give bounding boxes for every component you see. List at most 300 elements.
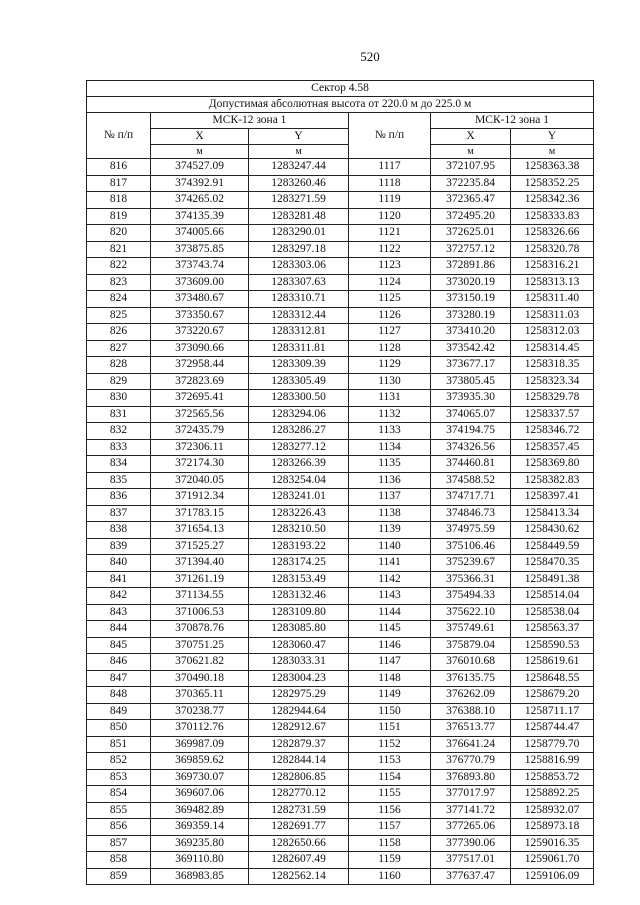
- y-coord-left: 1283286.27: [249, 423, 349, 440]
- y-coord-right: 1258892.25: [511, 786, 594, 803]
- point-index-right: 1128: [349, 340, 431, 357]
- x-coord-right: 372365.47: [431, 192, 511, 209]
- x-coord-right: 372107.95: [431, 159, 511, 176]
- x-unit-right: м: [431, 145, 511, 159]
- point-index-right: 1130: [349, 373, 431, 390]
- x-coord-right: 375622.10: [431, 604, 511, 621]
- point-index-left: 833: [87, 439, 151, 456]
- y-coord-right: 1258491.38: [511, 571, 594, 588]
- y-coord-left: 1283060.47: [249, 637, 349, 654]
- x-header-left: X: [151, 129, 249, 145]
- point-index-right: 1132: [349, 406, 431, 423]
- y-coord-right: 1258333.83: [511, 208, 594, 225]
- y-coord-right: 1258323.34: [511, 373, 594, 390]
- x-coord-left: 371912.34: [151, 489, 249, 506]
- table-row: [87, 555, 594, 572]
- y-coord-right: 1258816.99: [511, 753, 594, 770]
- y-coord-right: 1258563.37: [511, 621, 594, 638]
- y-coord-right: 1258779.70: [511, 736, 594, 753]
- point-index-right: 1122: [349, 241, 431, 258]
- x-coord-left: 374135.39: [151, 208, 249, 225]
- point-index-left: 851: [87, 736, 151, 753]
- y-coord-left: 1283254.04: [249, 472, 349, 489]
- table-row: [87, 274, 594, 291]
- point-index-left: 858: [87, 852, 151, 869]
- point-index-right: 1143: [349, 588, 431, 605]
- point-index-left: 828: [87, 357, 151, 374]
- x-coord-right: 377390.06: [431, 835, 511, 852]
- y-coord-right: 1258342.36: [511, 192, 594, 209]
- x-coord-left: 369235.80: [151, 835, 249, 852]
- x-coord-right: 372891.86: [431, 258, 511, 275]
- table-row: [87, 291, 594, 308]
- point-index-left: 826: [87, 324, 151, 341]
- x-coord-right: 373805.45: [431, 373, 511, 390]
- y-coord-right: 1258357.45: [511, 439, 594, 456]
- point-index-right: 1159: [349, 852, 431, 869]
- x-coord-right: 376513.77: [431, 720, 511, 737]
- y-coord-left: 1282650.66: [249, 835, 349, 852]
- y-coord-right: 1258711.17: [511, 703, 594, 720]
- y-coord-right: 1258316.21: [511, 258, 594, 275]
- y-coord-left: 1283307.63: [249, 274, 349, 291]
- x-coord-left: 370112.76: [151, 720, 249, 737]
- y-coord-right: 1259106.09: [511, 868, 594, 885]
- table-row: [87, 835, 594, 852]
- y-coord-right: 1258648.55: [511, 670, 594, 687]
- x-coord-left: 372435.79: [151, 423, 249, 440]
- x-coord-left: 371261.19: [151, 571, 249, 588]
- x-coord-right: 375494.33: [431, 588, 511, 605]
- point-index-right: 1118: [349, 175, 431, 192]
- y-coord-right: 1259016.35: [511, 835, 594, 852]
- point-index-left: 817: [87, 175, 151, 192]
- x-coord-left: 369607.06: [151, 786, 249, 803]
- y-coord-left: 1282770.12: [249, 786, 349, 803]
- table-row: [87, 406, 594, 423]
- x-coord-left: 374392.91: [151, 175, 249, 192]
- y-coord-left: 1282731.59: [249, 802, 349, 819]
- y-coord-right: 1258679.20: [511, 687, 594, 704]
- table-row: [87, 423, 594, 440]
- point-index-right: 1160: [349, 868, 431, 885]
- x-coord-left: 370621.82: [151, 654, 249, 671]
- table-row: [87, 819, 594, 836]
- x-coord-right: 372495.20: [431, 208, 511, 225]
- point-index-left: 819: [87, 208, 151, 225]
- x-coord-left: 370878.76: [151, 621, 249, 638]
- x-coord-left: 369110.80: [151, 852, 249, 869]
- table-row: [87, 357, 594, 374]
- table-row: [87, 736, 594, 753]
- table-row: [87, 439, 594, 456]
- x-coord-left: 371394.40: [151, 555, 249, 572]
- x-coord-right: 377265.06: [431, 819, 511, 836]
- point-index-left: 830: [87, 390, 151, 407]
- point-index-right: 1125: [349, 291, 431, 308]
- table-row: [87, 588, 594, 605]
- y-unit-left: м: [249, 145, 349, 159]
- y-coord-right: 1258973.18: [511, 819, 594, 836]
- point-index-left: 857: [87, 835, 151, 852]
- y-coord-left: 1283277.12: [249, 439, 349, 456]
- y-coord-right: 1258369.80: [511, 456, 594, 473]
- point-index-left: 852: [87, 753, 151, 770]
- point-index-right: 1152: [349, 736, 431, 753]
- point-index-right: 1150: [349, 703, 431, 720]
- table-row: [87, 604, 594, 621]
- x-coord-right: 376010.68: [431, 654, 511, 671]
- x-coord-left: 373090.66: [151, 340, 249, 357]
- point-index-left: 839: [87, 538, 151, 555]
- point-index-right: 1120: [349, 208, 431, 225]
- table-row: [87, 654, 594, 671]
- point-index-right: 1149: [349, 687, 431, 704]
- point-index-right: 1148: [349, 670, 431, 687]
- x-coord-right: 374846.73: [431, 505, 511, 522]
- y-coord-right: 1259061.70: [511, 852, 594, 869]
- point-index-left: 827: [87, 340, 151, 357]
- point-index-left: 845: [87, 637, 151, 654]
- x-coord-right: 376770.79: [431, 753, 511, 770]
- point-index-right: 1145: [349, 621, 431, 638]
- x-coord-right: 372757.12: [431, 241, 511, 258]
- system-header-left: МСК-12 зона 1: [151, 113, 349, 129]
- point-index-right: 1156: [349, 802, 431, 819]
- point-index-left: 822: [87, 258, 151, 275]
- y-coord-left: 1282562.14: [249, 868, 349, 885]
- y-header-right: Y: [511, 129, 594, 145]
- x-coord-right: 373935.30: [431, 390, 511, 407]
- point-index-right: 1140: [349, 538, 431, 555]
- x-coord-left: 372823.69: [151, 373, 249, 390]
- y-coord-left: 1282975.29: [249, 687, 349, 704]
- table-row: [87, 621, 594, 638]
- point-index-right: 1153: [349, 753, 431, 770]
- x-coord-left: 370490.18: [151, 670, 249, 687]
- y-coord-right: 1258329.78: [511, 390, 594, 407]
- x-coord-right: 375366.31: [431, 571, 511, 588]
- table-row: [87, 456, 594, 473]
- y-coord-right: 1258320.78: [511, 241, 594, 258]
- x-coord-right: 374717.71: [431, 489, 511, 506]
- table-row: [87, 703, 594, 720]
- x-coord-left: 373743.74: [151, 258, 249, 275]
- table-row: [87, 175, 594, 192]
- x-coord-left: 374005.66: [151, 225, 249, 242]
- x-coord-right: 372235.84: [431, 175, 511, 192]
- table-row: [87, 258, 594, 275]
- x-coord-left: 372958.44: [151, 357, 249, 374]
- y-coord-left: 1283300.50: [249, 390, 349, 407]
- x-coord-right: 373410.20: [431, 324, 511, 341]
- y-coord-right: 1258312.03: [511, 324, 594, 341]
- point-index-right: 1127: [349, 324, 431, 341]
- coordinate-table: [86, 80, 594, 885]
- point-index-left: 842: [87, 588, 151, 605]
- point-index-right: 1121: [349, 225, 431, 242]
- x-coord-right: 375749.61: [431, 621, 511, 638]
- point-index-right: 1119: [349, 192, 431, 209]
- point-index-left: 837: [87, 505, 151, 522]
- x-coord-left: 369482.89: [151, 802, 249, 819]
- y-coord-left: 1283174.25: [249, 555, 349, 572]
- point-index-right: 1144: [349, 604, 431, 621]
- x-coord-right: 374326.56: [431, 439, 511, 456]
- y-coord-left: 1283311.81: [249, 340, 349, 357]
- table-row: [87, 324, 594, 341]
- point-index-right: 1124: [349, 274, 431, 291]
- point-index-left: 834: [87, 456, 151, 473]
- point-index-left: 849: [87, 703, 151, 720]
- x-coord-left: 373350.67: [151, 307, 249, 324]
- table-row: [87, 720, 594, 737]
- x-coord-right: 374460.81: [431, 456, 511, 473]
- x-coord-right: 373542.42: [431, 340, 511, 357]
- table-row: [87, 538, 594, 555]
- y-coord-left: 1283310.71: [249, 291, 349, 308]
- x-header-right: X: [431, 129, 511, 145]
- y-coord-left: 1282944.64: [249, 703, 349, 720]
- table-row: [87, 852, 594, 869]
- x-coord-right: 373677.17: [431, 357, 511, 374]
- y-coord-left: 1283266.39: [249, 456, 349, 473]
- table-row: [87, 522, 594, 539]
- y-coord-left: 1283297.18: [249, 241, 349, 258]
- y-coord-right: 1258346.72: [511, 423, 594, 440]
- point-index-left: 816: [87, 159, 151, 176]
- y-coord-left: 1283226.43: [249, 505, 349, 522]
- point-index-right: 1158: [349, 835, 431, 852]
- table-row: [87, 225, 594, 242]
- x-coord-left: 373609.00: [151, 274, 249, 291]
- x-coord-left: 369359.14: [151, 819, 249, 836]
- y-unit-right: м: [511, 145, 594, 159]
- point-index-right: 1155: [349, 786, 431, 803]
- table-row: [87, 769, 594, 786]
- x-coord-right: 377637.47: [431, 868, 511, 885]
- y-coord-right: 1258382.83: [511, 472, 594, 489]
- y-coord-left: 1283312.81: [249, 324, 349, 341]
- x-coord-left: 372306.11: [151, 439, 249, 456]
- x-coord-right: 375106.46: [431, 538, 511, 555]
- y-coord-left: 1283303.06: [249, 258, 349, 275]
- point-index-left: 831: [87, 406, 151, 423]
- point-index-right: 1157: [349, 819, 431, 836]
- y-coord-left: 1283247.44: [249, 159, 349, 176]
- point-index-right: 1151: [349, 720, 431, 737]
- x-coord-right: 374975.59: [431, 522, 511, 539]
- x-coord-right: 376262.09: [431, 687, 511, 704]
- x-coord-right: 373020.19: [431, 274, 511, 291]
- x-coord-left: 370238.77: [151, 703, 249, 720]
- y-coord-right: 1258514.04: [511, 588, 594, 605]
- y-coord-right: 1258363.38: [511, 159, 594, 176]
- y-coord-right: 1258853.72: [511, 769, 594, 786]
- point-index-right: 1129: [349, 357, 431, 374]
- x-coord-left: 371654.13: [151, 522, 249, 539]
- y-coord-right: 1258744.47: [511, 720, 594, 737]
- x-coord-left: 374265.02: [151, 192, 249, 209]
- x-coord-right: 375239.67: [431, 555, 511, 572]
- y-coord-left: 1283193.22: [249, 538, 349, 555]
- table-row: [87, 637, 594, 654]
- point-index-right: 1142: [349, 571, 431, 588]
- y-coord-left: 1283260.46: [249, 175, 349, 192]
- y-coord-left: 1282879.37: [249, 736, 349, 753]
- table-row: [87, 472, 594, 489]
- sector-title: Сектор 4.58: [87, 81, 594, 97]
- table-row: [87, 687, 594, 704]
- y-coord-right: 1258311.40: [511, 291, 594, 308]
- y-coord-left: 1283309.39: [249, 357, 349, 374]
- x-coord-right: 375879.04: [431, 637, 511, 654]
- point-index-left: 844: [87, 621, 151, 638]
- point-index-left: 854: [87, 786, 151, 803]
- point-index-left: 847: [87, 670, 151, 687]
- point-index-left: 856: [87, 819, 151, 836]
- point-index-left: 841: [87, 571, 151, 588]
- point-index-left: 855: [87, 802, 151, 819]
- point-index-right: 1141: [349, 555, 431, 572]
- table-row: [87, 868, 594, 885]
- point-index-left: 848: [87, 687, 151, 704]
- y-coord-left: 1283210.50: [249, 522, 349, 539]
- height-range-subtitle: Допустимая абсолютная высота от 220.0 м до 225.0 м: [87, 97, 594, 113]
- x-coord-left: 372174.30: [151, 456, 249, 473]
- x-coord-left: 369859.62: [151, 753, 249, 770]
- point-index-left: 859: [87, 868, 151, 885]
- point-index-left: 825: [87, 307, 151, 324]
- point-index-left: 846: [87, 654, 151, 671]
- page-number: 520: [360, 49, 380, 64]
- point-index-left: 835: [87, 472, 151, 489]
- x-coord-right: 374588.52: [431, 472, 511, 489]
- x-coord-right: 374065.07: [431, 406, 511, 423]
- table-row: [87, 670, 594, 687]
- point-index-right: 1139: [349, 522, 431, 539]
- y-coord-right: 1258397.41: [511, 489, 594, 506]
- point-index-right: 1135: [349, 456, 431, 473]
- y-coord-left: 1283241.01: [249, 489, 349, 506]
- table-row: [87, 208, 594, 225]
- y-coord-right: 1258314.45: [511, 340, 594, 357]
- point-index-right: 1154: [349, 769, 431, 786]
- table-row: [87, 390, 594, 407]
- point-index-right: 1123: [349, 258, 431, 275]
- point-index-left: 840: [87, 555, 151, 572]
- point-index-left: 853: [87, 769, 151, 786]
- table-row: [87, 571, 594, 588]
- y-header-left: Y: [249, 129, 349, 145]
- y-coord-left: 1283153.49: [249, 571, 349, 588]
- y-coord-left: 1283033.31: [249, 654, 349, 671]
- table-row: [87, 307, 594, 324]
- point-index-left: 838: [87, 522, 151, 539]
- x-coord-left: 371134.55: [151, 588, 249, 605]
- table-row: [87, 159, 594, 176]
- y-coord-right: 1258590.53: [511, 637, 594, 654]
- x-coord-left: 369987.09: [151, 736, 249, 753]
- y-coord-right: 1258470.35: [511, 555, 594, 572]
- y-coord-right: 1258311.03: [511, 307, 594, 324]
- x-coord-right: 377517.01: [431, 852, 511, 869]
- table-row: [87, 802, 594, 819]
- x-coord-left: 372565.56: [151, 406, 249, 423]
- x-coord-right: 376135.75: [431, 670, 511, 687]
- x-coord-left: 372040.05: [151, 472, 249, 489]
- y-coord-left: 1282607.49: [249, 852, 349, 869]
- point-index-right: 1147: [349, 654, 431, 671]
- table-row: [87, 241, 594, 258]
- y-coord-left: 1282806.85: [249, 769, 349, 786]
- point-index-right: 1117: [349, 159, 431, 176]
- x-coord-left: 374527.09: [151, 159, 249, 176]
- point-index-left: 824: [87, 291, 151, 308]
- y-coord-left: 1283305.49: [249, 373, 349, 390]
- y-coord-right: 1258932.07: [511, 802, 594, 819]
- x-coord-left: 373220.67: [151, 324, 249, 341]
- x-coord-left: 370751.25: [151, 637, 249, 654]
- y-coord-right: 1258430.62: [511, 522, 594, 539]
- point-index-right: 1137: [349, 489, 431, 506]
- x-coord-left: 373480.67: [151, 291, 249, 308]
- table-row: [87, 192, 594, 209]
- point-index-right: 1134: [349, 439, 431, 456]
- table-row: [87, 786, 594, 803]
- x-coord-right: 372625.01: [431, 225, 511, 242]
- y-coord-left: 1282844.14: [249, 753, 349, 770]
- x-coord-right: 374194.75: [431, 423, 511, 440]
- point-index-left: 836: [87, 489, 151, 506]
- y-coord-right: 1258337.57: [511, 406, 594, 423]
- x-coord-right: 373280.19: [431, 307, 511, 324]
- x-coord-left: 373875.85: [151, 241, 249, 258]
- x-coord-right: 376893.80: [431, 769, 511, 786]
- point-index-left: 829: [87, 373, 151, 390]
- x-unit-left: м: [151, 145, 249, 159]
- point-index-right: 1138: [349, 505, 431, 522]
- y-coord-left: 1283085.80: [249, 621, 349, 638]
- x-coord-left: 372695.41: [151, 390, 249, 407]
- system-header-right: МСК-12 зона 1: [431, 113, 594, 129]
- y-coord-left: 1283312.44: [249, 307, 349, 324]
- y-coord-right: 1258538.04: [511, 604, 594, 621]
- point-index-left: 818: [87, 192, 151, 209]
- table-row: [87, 489, 594, 506]
- point-index-right: 1136: [349, 472, 431, 489]
- index-header-left: № п/п: [87, 113, 151, 159]
- point-index-left: 843: [87, 604, 151, 621]
- y-coord-right: 1258449.59: [511, 538, 594, 555]
- x-coord-left: 370365.11: [151, 687, 249, 704]
- point-index-left: 832: [87, 423, 151, 440]
- y-coord-right: 1258326.66: [511, 225, 594, 242]
- y-coord-left: 1283109.80: [249, 604, 349, 621]
- y-coord-left: 1283290.01: [249, 225, 349, 242]
- table-row: [87, 340, 594, 357]
- point-index-right: 1146: [349, 637, 431, 654]
- table-row: [87, 505, 594, 522]
- x-coord-right: 377017.97: [431, 786, 511, 803]
- point-index-right: 1126: [349, 307, 431, 324]
- y-coord-left: 1282912.67: [249, 720, 349, 737]
- y-coord-right: 1258352.25: [511, 175, 594, 192]
- table-row: [87, 373, 594, 390]
- point-index-right: 1131: [349, 390, 431, 407]
- y-coord-right: 1258619.61: [511, 654, 594, 671]
- x-coord-left: 371525.27: [151, 538, 249, 555]
